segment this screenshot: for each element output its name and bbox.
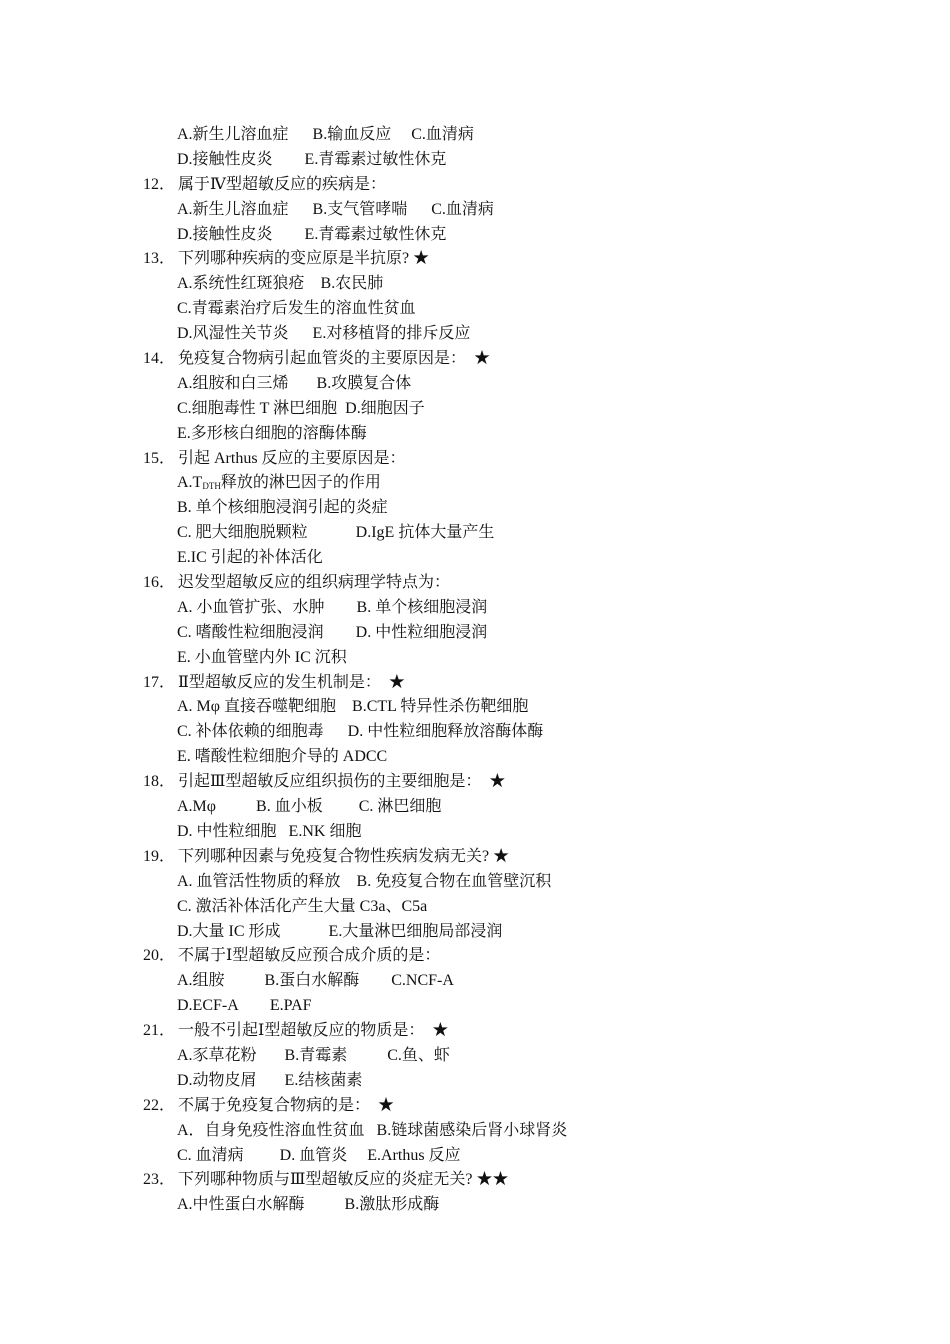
question-line (143, 671, 843, 696)
option-line: C. 血清病 D. 血管炎 E.Arthus 反应 (177, 1146, 461, 1164)
option-line: D.风湿性关节炎 E.对移植肾的排斥反应 (177, 325, 471, 343)
option-line: A. 小血管扩张、水肿 B. 单个核细胞浸润 (177, 598, 488, 616)
question-line (143, 1019, 843, 1044)
option-line: E.多形核白细胞的溶酶体酶 (177, 424, 367, 442)
option-subscript: DTH (202, 481, 221, 492)
question-text: Ⅱ型超敏反应的发生机制是： ★ (178, 673, 405, 691)
option-line: A.系统性红斑狼疮 B.农民肺 (177, 275, 384, 293)
option-line: C. 肥大细胞脱颗粒 D.IgE 抗体大量产生 (177, 524, 495, 542)
question-number: 14． (143, 350, 176, 368)
question-text: 一般不引起Ⅰ型超敏反应的物质是： ★ (178, 1022, 449, 1040)
option-line: E. 小血管壁内外 IC 沉积 (177, 648, 347, 666)
question-text: 下列哪种因素与免疫复合物性疾病发病无关? ★ (178, 847, 510, 865)
option-line: A.组胺和白三烯 B.攻膜复合体 (177, 374, 412, 392)
question-text: 迟发型超敏反应的组织病理学特点为： (178, 574, 451, 592)
option-line: C. 嗜酸性粒细胞浸润 D. 中性粒细胞浸润 (177, 623, 488, 641)
question-line (143, 845, 843, 870)
option-line: C.青霉素治疗后发生的溶血性贫血 (177, 300, 416, 318)
question-number: 15． (143, 449, 176, 467)
question-line (143, 447, 843, 472)
option-line: D.接触性皮炎 E.青霉素过敏性休克 (177, 150, 447, 168)
question-number: 19． (143, 847, 176, 865)
question-text: 引起Ⅲ型超敏反应组织损伤的主要细胞是： ★ (178, 773, 506, 791)
option-line: A.组胺 B.蛋白水解酶 C.NCF-A (177, 972, 454, 990)
option-text: 释放的淋巴因子的作用 (220, 474, 381, 492)
question-text: 下列哪种疾病的变应原是半抗原? ★ (178, 250, 430, 268)
question-line (143, 347, 843, 372)
option-line: A.Mφ B. 血小板 C. 淋巴细胞 (177, 798, 442, 816)
question-number: 21． (143, 1022, 176, 1040)
option-line: C. 补体依赖的细胞毒 D. 中性粒细胞释放溶酶体酶 (177, 723, 544, 741)
question-number: 13． (143, 250, 176, 268)
question-line (143, 1094, 843, 1119)
question-text: 引起 Arthus 反应的主要原因是： (178, 449, 406, 467)
question-text: 属于Ⅳ型超敏反应的疾病是： (178, 175, 386, 193)
option-line: A. Mφ 直接吞噬靶细胞 B.CTL 特异性杀伤靶细胞 (177, 698, 529, 716)
option-line: A.新生儿溶血症 B.支气管哮喘 C.血清病 (177, 200, 494, 218)
question-number: 12． (143, 175, 176, 193)
option-line: A．自身免疫性溶血性贫血 B.链球菌感染后肾小球肾炎 (177, 1121, 568, 1139)
option-line: A. 血管活性物质的释放 B. 免疫复合物在血管壁沉积 (177, 872, 552, 890)
option-line: D.大量 IC 形成 E.大量淋巴细胞局部浸润 (177, 922, 503, 940)
option-line: C. 激活补体活化产生大量 C3a、C5a (177, 897, 428, 915)
option-line: C.细胞毒性 T 淋巴细胞 D.细胞因子 (177, 399, 425, 417)
option-line: D.ECF-A E.PAF (177, 997, 312, 1015)
question-text: 免疫复合物病引起血管炎的主要原因是： ★ (178, 350, 491, 368)
question-number: 18． (143, 773, 176, 791)
question-line (143, 173, 843, 198)
question-line (143, 571, 843, 596)
option-line: D. 中性粒细胞 E.NK 细胞 (177, 822, 362, 840)
question-number: 22． (143, 1096, 176, 1114)
option-line: A.中性蛋白水解酶 B.激肽形成酶 (177, 1196, 440, 1214)
question-number: 23． (143, 1171, 176, 1189)
option-line: D.接触性皮炎 E.青霉素过敏性休克 (177, 225, 447, 243)
option-line: E. 嗜酸性粒细胞介导的 ADCC (177, 748, 388, 766)
question-text: 下列哪种物质与Ⅲ型超敏反应的炎症无关? ★★ (178, 1171, 509, 1189)
question-number: 17． (143, 673, 176, 691)
question-line (143, 770, 843, 795)
question-list (143, 123, 843, 1218)
option-line: E.IC 引起的补体活化 (177, 549, 323, 567)
question-line (143, 247, 843, 272)
question-text: 不属于Ⅰ型超敏反应预合成介质的是： (178, 947, 441, 965)
question-line (143, 944, 843, 969)
question-number: 20． (143, 947, 176, 965)
option-line: A.新生儿溶血症 B.输血反应 C.血清病 (177, 126, 474, 143)
option-line: B. 单个核细胞浸润引起的炎症 (177, 499, 388, 517)
option-line: A.豕草花粉 B.青霉素 C.鱼、虾 (177, 1046, 450, 1064)
question-line (143, 1168, 843, 1193)
option-line: D.动物皮屑 E.结核菌素 (177, 1071, 363, 1089)
question-text: 不属于免疫复合物病的是： ★ (178, 1096, 395, 1114)
question-number: 16． (143, 574, 176, 592)
option-text: A.T (177, 474, 203, 492)
option-line (143, 471, 843, 496)
